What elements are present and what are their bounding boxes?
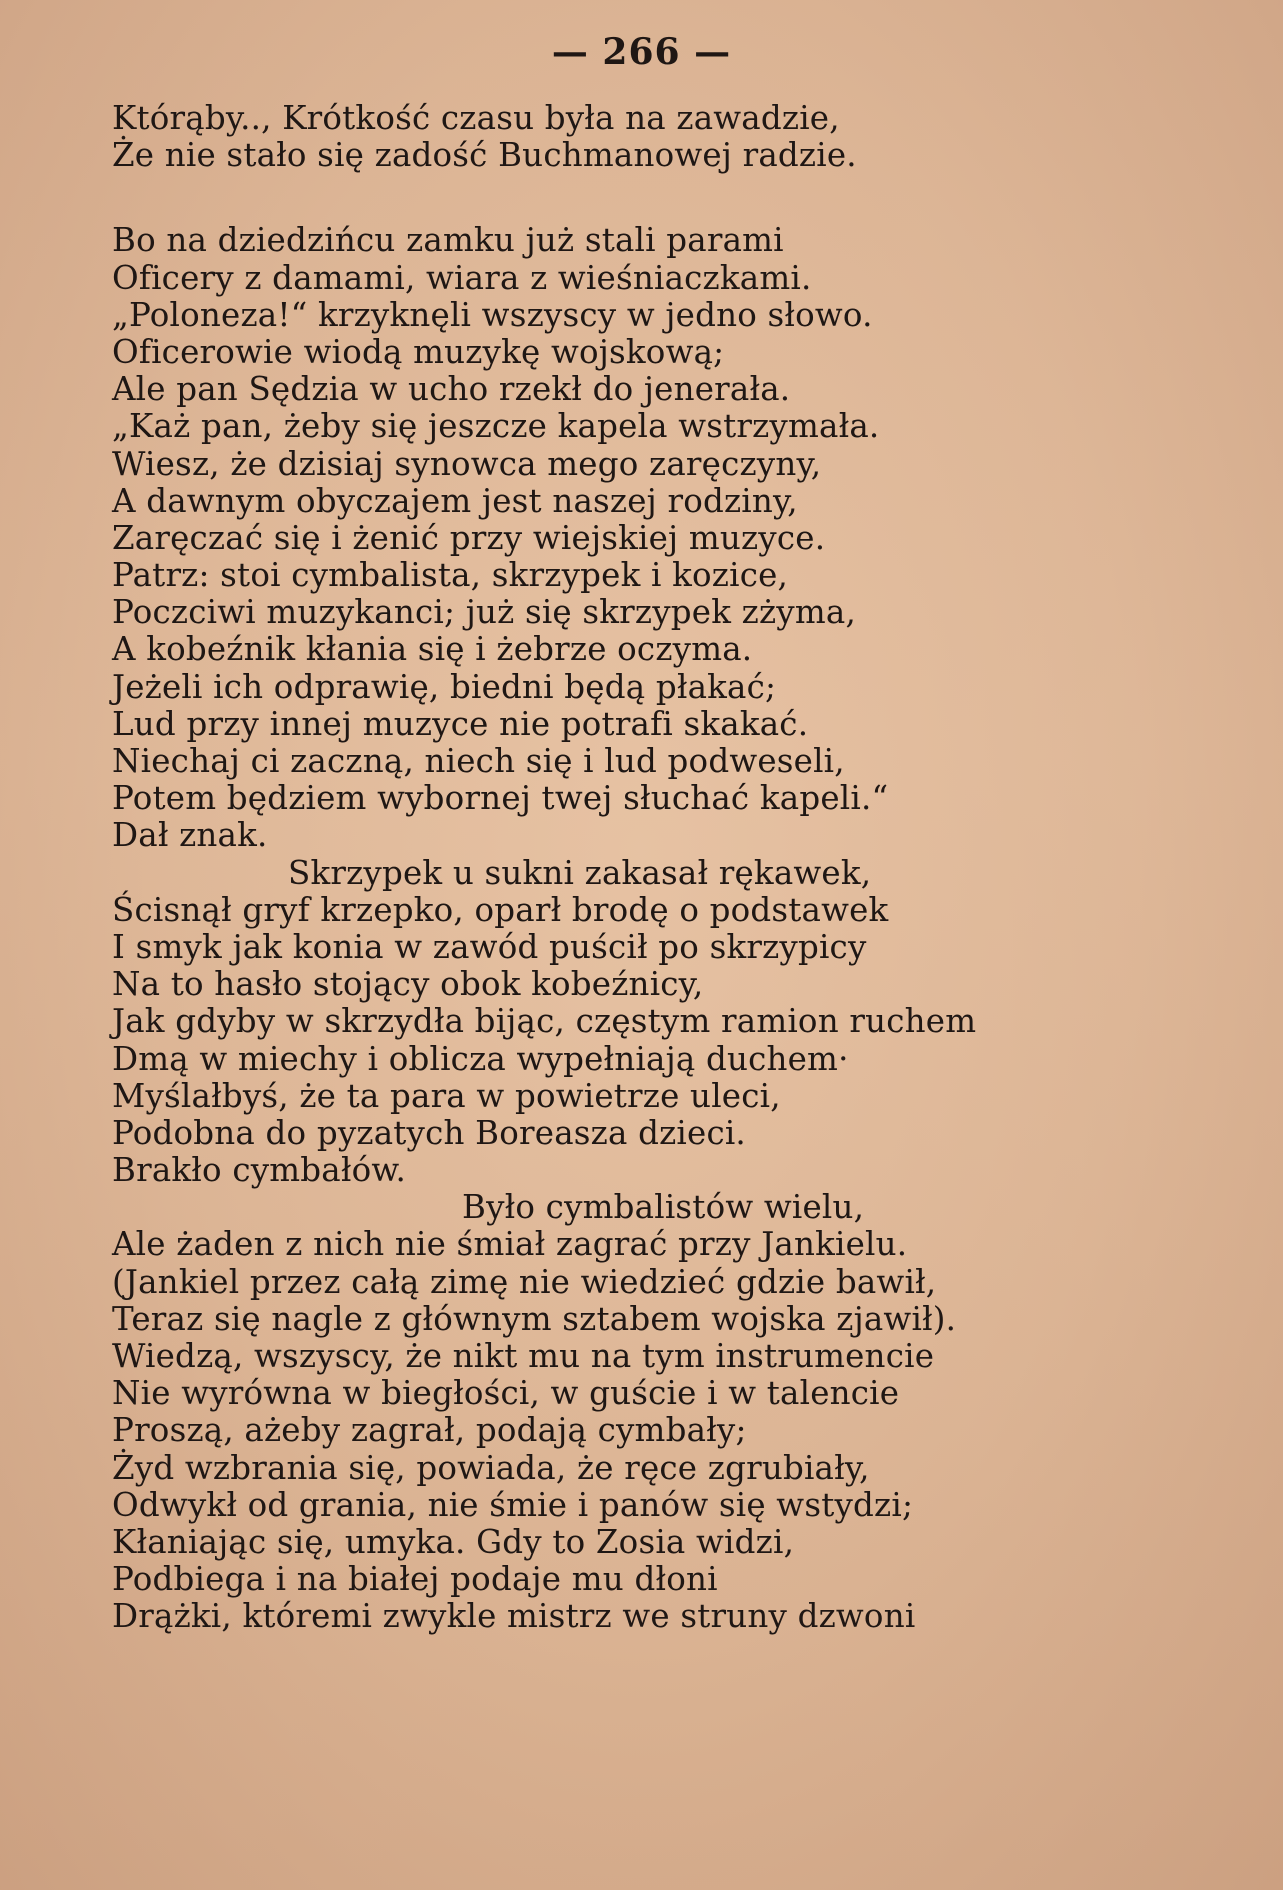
poem-line: „Każ pan, żeby się jeszcze kapela wstrzymała.: [112, 407, 880, 446]
poem-line: Teraz się nagle z głównym sztabem wojska zjawił).: [112, 1299, 957, 1338]
poem-line: Jeżeli ich odprawię, biedni będą płakać;: [112, 667, 777, 706]
poem-line: Brakło cymbałów.: [112, 1151, 407, 1190]
stanza-gap: [112, 174, 1192, 222]
poem-line: (Jankiel przez całą zimę nie wiedzieć gdzie bawił,: [112, 1262, 937, 1301]
poem-line: Że nie stało się zadość Buchmanowej radzie.: [112, 136, 857, 175]
poem-line: Niechaj ci zaczną, niech się i lud podweseli,: [112, 742, 845, 780]
poem-line: Myślałbyś, że ta para w powietrze uleci,: [112, 1076, 781, 1115]
poem-line: Odwykł od grania, nie śmie i panów się wstydzi;: [112, 1485, 914, 1524]
poem-line: Zaręczać się i żenić przy wiejskiej muzyce.: [112, 518, 826, 557]
poem-line: Jak gdyby w skrzydła bijąc, częstym ramion ruchem: [112, 1002, 977, 1041]
poem-line: I smyk jak konia w zawód puścił po skrzypicy: [112, 927, 867, 966]
poem-line: Ale pan Sędzia w ucho rzekł do jenerała.: [112, 370, 791, 409]
poem-line: Oficery z damami, wiara z wieśniaczkami.: [112, 258, 812, 297]
poem-line: Na to hasło stojący obok kobeźnicy,: [112, 965, 704, 1004]
poem-line: Lud przy innej muzyce nie potrafi skakać.: [112, 704, 809, 743]
poem-line: Dmą w miechy i oblicza wypełniają duchem·: [112, 1039, 849, 1078]
poem-line: Oficerowie wiodą muzykę wojskową;: [112, 332, 725, 371]
poem-line: Proszą, ażeby zagrał, podają cymbały;: [112, 1411, 747, 1450]
poem-line: Drążki, któremi zwykle mistrz we struny dzwoni: [112, 1597, 916, 1636]
poem-line: Poczciwi muzykanci; już się skrzypek zżyma,: [112, 593, 856, 632]
poem-line: Podbiega i na białej podaje mu dłoni: [112, 1560, 718, 1599]
poem-line: Bo na dziedzińcu zamku już stali parami: [112, 221, 784, 260]
poem-text: [112, 100, 1192, 1636]
poem-line: Ale żaden z nich nie śmiał zagrać przy Jankielu.: [112, 1225, 908, 1264]
poem-line: A kobeźnik kłania się i żebrze oczyma.: [112, 630, 753, 669]
poem-line: „Poloneza!“ krzyknęli wszyscy w jedno słowo.: [112, 295, 873, 334]
poem-line: Było cymbalistów wielu,: [462, 1188, 865, 1227]
poem-line: Nie wyrówna w biegłości, w guście i w talencie: [112, 1374, 900, 1413]
poem-line: Potem będziem wybornej twej słuchać kapeli.“: [112, 779, 889, 818]
poem-line: Dał znak.: [112, 816, 268, 855]
poem-line: Kłaniając się, umyka. Gdy to Zosia widzi,: [112, 1522, 795, 1561]
poem-line: Wiedzą, wszyscy, że nikt mu na tym instrumencie: [112, 1337, 935, 1375]
poem-line: Żyd wzbrania się, powiada, że ręce zgrubiały,: [112, 1448, 870, 1487]
poem-line: Patrz: stoi cymbalista, skrzypek i kozice,: [112, 556, 789, 595]
page-number: — 266 —: [551, 31, 732, 73]
poem-line: Podobna do pyzatych Boreasza dzieci.: [112, 1113, 746, 1152]
poem-line: Skrzypek u sukni zakasał rękawek,: [288, 853, 872, 892]
poem-line: Którąby.., Krótkość czasu była na zawadzie,: [112, 99, 840, 137]
poem-line: A dawnym obyczajem jest naszej rodziny,: [112, 481, 798, 520]
poem-line: Wiesz, że dzisiaj synowca mego zaręczyny,: [112, 444, 822, 483]
poem-line: Ścisnął gryf krzepko, oparł brodę o podstawek: [112, 890, 889, 929]
